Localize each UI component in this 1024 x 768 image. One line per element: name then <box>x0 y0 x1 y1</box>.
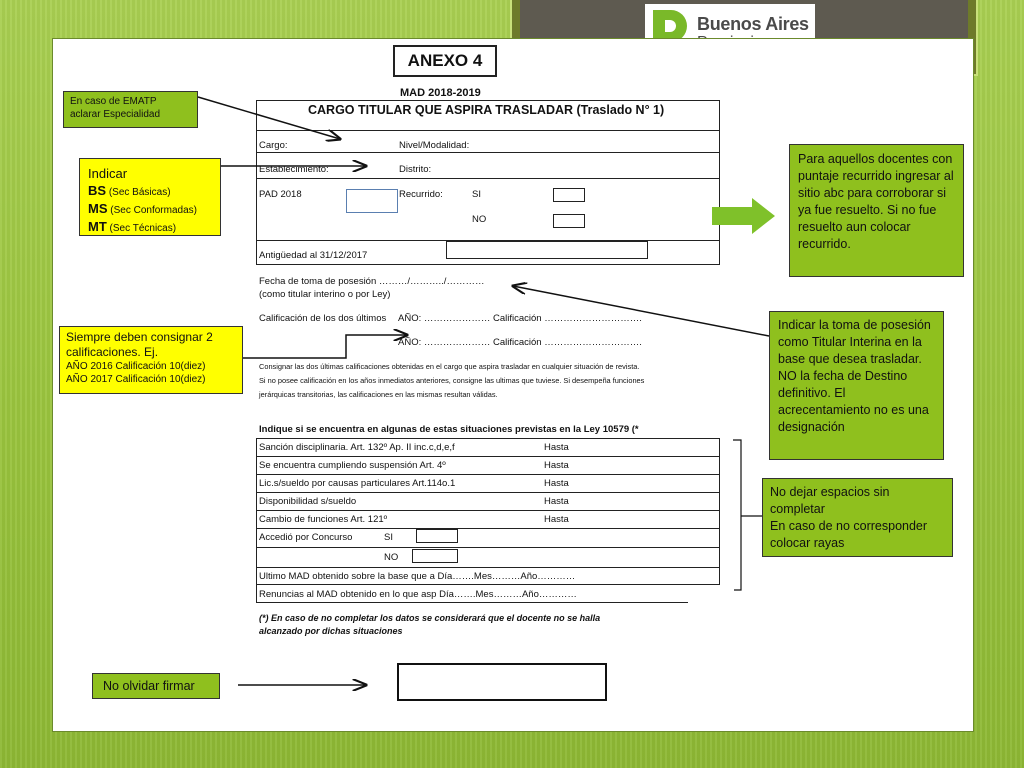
note-siempre-line2: AÑO 2017 Calificación 10(diez) <box>66 374 206 385</box>
footnote-line2: alcanzado por dichas situaciones <box>259 626 403 636</box>
fecha-toma-line2: (como titular interino o por Ley) <box>259 289 391 300</box>
note-toma: Indicar la toma de posesión como Titular Interina en la base que desea trasladar. NO la fecha de Destino definitivo. El acrecentamiento no es una designación <box>769 311 944 460</box>
situacion-row-4-hasta: Hasta <box>544 496 569 507</box>
arrow-ematp <box>198 97 340 139</box>
situacion-row-3-hasta: Hasta <box>544 478 569 489</box>
antiguedad-label: Antigüedad al 31/12/2017 <box>259 250 368 261</box>
form-mad-heading: MAD 2018-2019 <box>400 87 481 99</box>
situacion-row-3-label: Lic.s/sueldo por causas particulares Art.114o.1 <box>259 478 456 489</box>
note-espacios: No dejar espacios sin completar En caso de no corresponder colocar rayas <box>762 478 953 557</box>
situacion-row-5-label: Cambio de funciones Art. 121º <box>259 514 388 525</box>
renuncias-label: Renuncias al MAD obtenido en lo que asp Día…….Mes………Año………… <box>259 589 577 600</box>
situacion-row-5-hasta: Hasta <box>544 514 569 525</box>
ultimo-mad-label: Ultimo MAD obtenido sobre la base que a Día…….Mes………Año………… <box>259 571 576 582</box>
arrow-toma <box>513 286 769 336</box>
mt-desc: (Sec Técnicas) <box>106 223 177 234</box>
pad-label: PAD 2018 <box>259 189 302 200</box>
situacion-row-1-label: Sanción disciplinaria. Art. 132º Ap. II inc.c,d,e,f <box>259 442 455 453</box>
note-siempre-title: Siempre deben consignar 2 calificaciones. Ej. <box>66 330 213 359</box>
note-siempre-line1: AÑO 2016 Calificación 10(diez) <box>66 361 206 372</box>
consignar-line2: Si no posee calificación en los años inmediatos anteriores, consigne las ultimas que tuviese. Si desempeña funciones <box>259 376 645 385</box>
consignar-line3: jerárquicas transitorias, las calificaciones en las mismas resultan válidas. <box>259 390 498 399</box>
nivel-label: Nivel/Modalidad: <box>399 140 470 151</box>
bracket-situaciones <box>733 440 741 590</box>
calificacion-line1: AÑO: ………………… Calificación …………………………. <box>398 313 642 324</box>
distrito-label: Distrito: <box>399 164 432 175</box>
situacion-row-4-label: Disponibilidad s/sueldo <box>259 496 357 507</box>
bs-desc: (Sec Básicas) <box>106 187 171 198</box>
fecha-toma-line1: Fecha de toma de posesión ………/………../………… <box>259 276 485 287</box>
calificacion-label: Calificación de los dos últimos <box>259 313 387 324</box>
form-cargo-title: CARGO TITULAR QUE ASPIRA TRASLADAR (Traslado N° 1) <box>308 103 665 117</box>
anexo-title: ANEXO 4 <box>393 45 497 77</box>
calificacion-line2: AÑO: ………………… Calificación …………………………. <box>398 337 642 348</box>
recurrido-no-label: NO <box>472 214 487 225</box>
mt-code: MT <box>88 219 107 234</box>
concurso-no-label: NO <box>384 552 399 563</box>
ms-code: MS <box>88 201 108 216</box>
situacion-row-2-hasta: Hasta <box>544 460 569 471</box>
note-indicar-title: Indicar <box>88 166 128 181</box>
ms-desc: (Sec Conformadas) <box>107 205 197 216</box>
note-firmar: No olvidar firmar <box>92 673 220 699</box>
concurso-label: Accedió por Concurso <box>259 532 353 543</box>
note-ematp-line1: En caso de EMATP <box>70 96 157 107</box>
recurrido-si-label: SI <box>472 189 481 200</box>
cargo-label: Cargo: <box>259 140 288 151</box>
logo-text-line1: Buenos Aires <box>697 14 809 34</box>
situacion-row-1-hasta: Hasta <box>544 442 569 453</box>
note-docentes: Para aquellos docentes con puntaje recurrido ingresar al sitio abc para corroborar si ya fue resuelto. Si no fue resuelto aun colocar recurrido. <box>789 144 964 277</box>
recurrido-label: Recurrido: <box>399 189 443 200</box>
consignar-line1: Consignar las dos últimas calificaciones obtenidas en el cargo que aspira trasladar en cualquier situación de revista. <box>259 362 640 371</box>
situacion-row-2-label: Se encuentra cumpliendo suspensión Art. 4º <box>259 460 446 471</box>
footnote-line1: (*) En caso de no completar los datos se considerará que el docente no se halla <box>259 613 601 623</box>
concurso-si-label: SI <box>384 532 393 543</box>
indique-heading: Indique si se encuentra en algunas de estas situaciones previstas en la Ley 10579 (* <box>259 424 639 435</box>
note-ematp-line2: aclarar Especialidad <box>70 109 161 120</box>
right-arrow-icon <box>712 198 775 234</box>
arrow-siempre <box>243 335 407 358</box>
establecimiento-label: Establecimiento: <box>259 164 329 175</box>
bs-code: BS <box>88 183 107 198</box>
